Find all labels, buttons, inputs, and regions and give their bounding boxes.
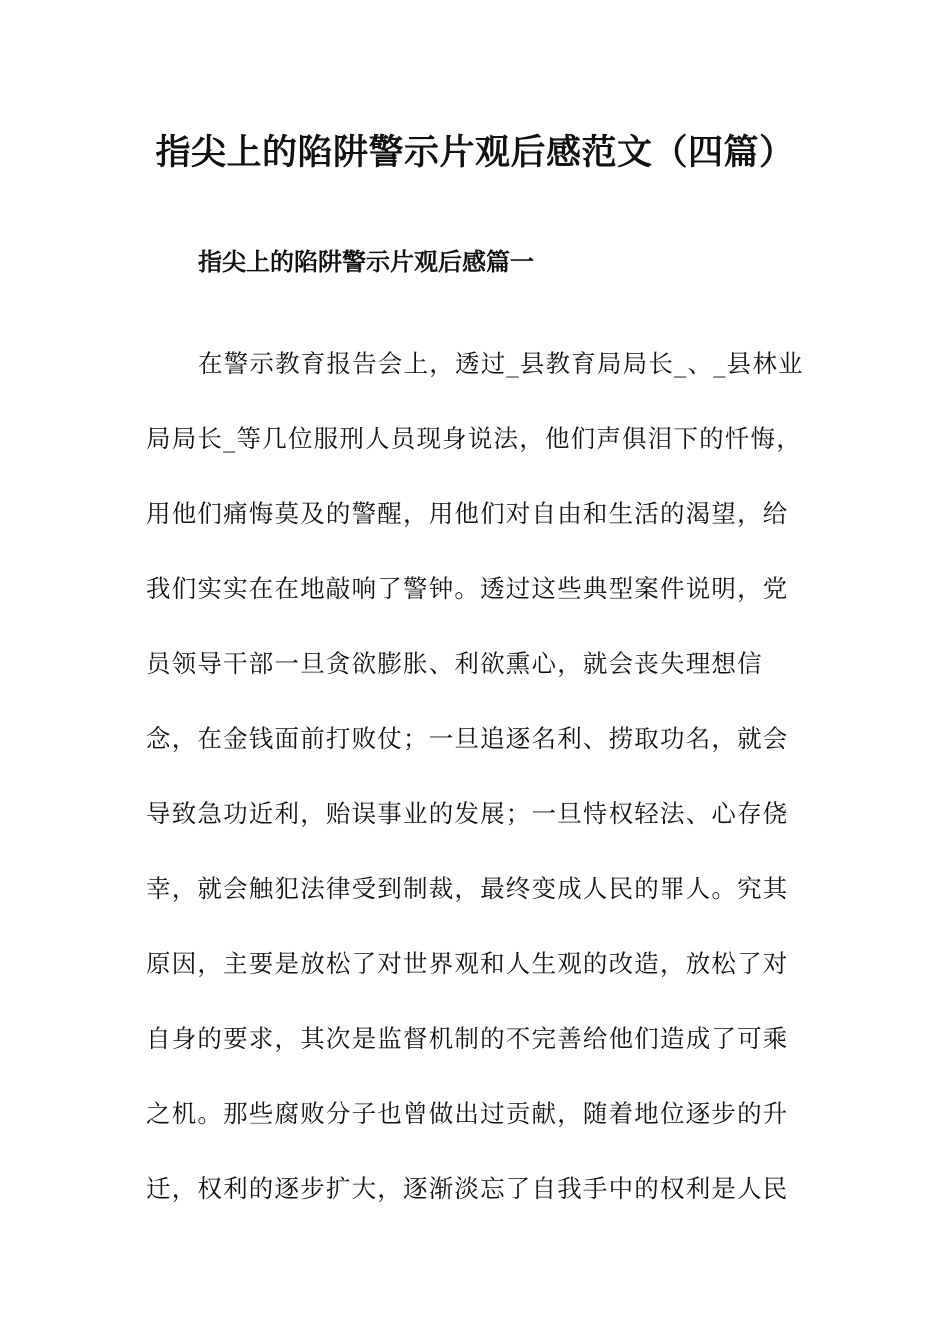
paragraph-line-7: 导致急功近利，贻误事业的发展；一旦恃权轻法、心存侥	[146, 799, 789, 828]
paragraph-line-6: 念，在金钱面前打败仗；一旦追逐名利、捞取功名，就会	[146, 724, 789, 753]
paragraph-line-5: 员领导干部一旦贪欲膨胀、利欲熏心，就会丧失理想信	[146, 649, 763, 678]
paragraph-line-10: 自身的要求，其次是监督机制的不完善给他们造成了可乘	[146, 1024, 789, 1053]
paragraph-line-3: 用他们痛悔莫及的警醒，用他们对自由和生活的渴望，给	[146, 499, 789, 528]
document-title: 指尖上的陷阱警示片观后感范文（四篇）	[155, 133, 795, 173]
paragraph-line-11: 之机。那些腐败分子也曾做出过贡献，随着地位逐步的升	[146, 1099, 789, 1128]
paragraph-line-1: 在警示教育报告会上，透过_县教育局局长_、_县林业	[198, 349, 804, 378]
paragraph-line-9: 原因，主要是放松了对世界观和人生观的改造，放松了对	[146, 949, 789, 978]
paragraph-line-2: 局局长_等几位服刑人员现身说法，他们声俱泪下的忏悔，	[146, 424, 802, 453]
paragraph-line-8: 幸，就会触犯法律受到制裁，最终变成人民的罪人。究其	[146, 874, 789, 903]
paragraph-line-12: 迁，权利的逐步扩大，逐渐淡忘了自我手中的权利是人民	[146, 1174, 789, 1203]
section-heading: 指尖上的陷阱警示片观后感篇一	[198, 248, 534, 276]
paragraph-line-4: 我们实实在在地敲响了警钟。透过这些典型案件说明，党	[146, 574, 789, 603]
